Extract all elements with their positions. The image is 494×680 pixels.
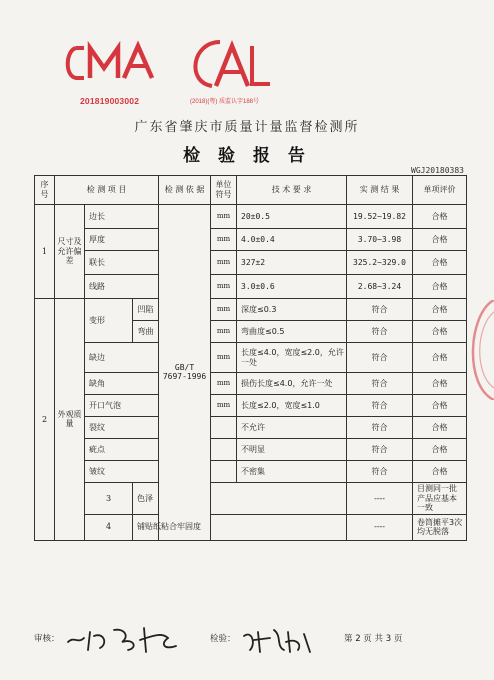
item-name: 皱纹: [85, 461, 159, 483]
result-cell: 325.2~329.0: [347, 251, 413, 275]
requirement-cell: 327±2: [237, 251, 347, 275]
evaluation-cell: 合格: [413, 299, 467, 321]
cma-code: 201819003002: [80, 96, 140, 106]
col-header-seq: 序号: [35, 176, 55, 205]
result-cell: 符合: [347, 417, 413, 439]
table-row: [35, 461, 467, 483]
evaluation-cell: 合格: [413, 275, 467, 299]
page-indicator: 第 2 页 共 3 页: [344, 634, 403, 644]
evaluation-cell: 合格: [413, 321, 467, 343]
item-name: 厚度: [85, 229, 159, 251]
inspector-signature: [240, 622, 320, 656]
requirement-cell: 深度≤0.3: [237, 299, 347, 321]
table-row: [35, 299, 467, 321]
requirement-cell: 卷筒摊平3次均无脱落: [413, 514, 467, 540]
unit-cell: mm: [211, 205, 237, 229]
group-name: 外观质量: [55, 299, 85, 541]
evaluation-cell: 合格: [413, 373, 467, 395]
unit-cell: mm: [211, 299, 237, 321]
evaluation-cell: 合格: [413, 251, 467, 275]
requirement-cell: 20±0.5: [237, 205, 347, 229]
reviewer-signature: [64, 622, 194, 656]
result-cell: 符合: [347, 395, 413, 417]
group-number: 3: [85, 483, 133, 515]
evaluation-cell: 合格: [413, 439, 467, 461]
table-row: [35, 251, 467, 275]
sub-item-name: 弯曲: [133, 321, 159, 343]
unit-cell: mm: [211, 321, 237, 343]
requirement-cell: 长度≤4.0，宽度≤2.0，允许一处: [237, 343, 347, 373]
reviewer-label: 审核：: [34, 634, 60, 644]
inspection-table: [34, 175, 467, 541]
unit-cell: ----: [347, 483, 413, 515]
official-seal-partial: [462, 300, 494, 400]
sub-item-name: 凹陷: [133, 299, 159, 321]
unit-cell: [211, 461, 237, 483]
table-row: [35, 229, 467, 251]
requirement-cell: 弯曲度≤0.5: [237, 321, 347, 343]
item-name: 缺角: [85, 373, 159, 395]
table-row: [35, 275, 467, 299]
result-cell: 符合: [347, 343, 413, 373]
col-header-basis: 检 测 依 据: [159, 176, 211, 205]
requirement-cell: 不明显: [237, 439, 347, 461]
cal-code: (2018)(粤) 质监认字188号: [190, 99, 260, 105]
result-cell: 2.68~3.24: [347, 275, 413, 299]
evaluation-cell: 合格: [413, 343, 467, 373]
table-row: [35, 205, 467, 229]
test-basis: GB/T 7697-1996: [159, 205, 211, 541]
table-row: [35, 395, 467, 417]
col-header-unit: 单位符号: [211, 176, 237, 205]
result-cell: 19.52~19.82: [347, 205, 413, 229]
table-row: [35, 514, 467, 540]
requirement-cell: 不允许: [237, 417, 347, 439]
header-row: [35, 176, 467, 205]
col-header-item: 检 测 项 目: [55, 176, 159, 205]
requirement-cell: 4.0±0.4: [237, 229, 347, 251]
unit-cell: ----: [347, 514, 413, 540]
col-header-requirement: 技 术 要 求: [237, 176, 347, 205]
requirement-cell: 损伤长度≤4.0，允许一处: [237, 373, 347, 395]
unit-cell: mm: [211, 343, 237, 373]
result-cell: 符合: [347, 373, 413, 395]
inspector-label: 检验：: [210, 634, 236, 644]
evaluation-cell: 合格: [413, 205, 467, 229]
report-footer: [34, 630, 466, 660]
table-row: [35, 373, 467, 395]
col-header-evaluation: 单项评价: [413, 176, 467, 205]
table-row: [35, 483, 467, 515]
item-name: 裂纹: [85, 417, 159, 439]
organization-name: 广东省肇庆市质量计量监督检测所: [134, 120, 360, 135]
evaluation-cell: 合格: [413, 395, 467, 417]
certification-logos: [0, 0, 494, 110]
cma-logo: [62, 38, 162, 86]
item-name: 疵点: [85, 439, 159, 461]
result-cell: 3.70~3.98: [347, 229, 413, 251]
requirement-cell: 不密集: [237, 461, 347, 483]
item-name: 线路: [85, 275, 159, 299]
col-header-result: 实 测 结 果: [347, 176, 413, 205]
unit-cell: mm: [211, 373, 237, 395]
requirement-cell: 目测同一批产品应基本一致: [413, 483, 467, 515]
unit-cell: mm: [211, 275, 237, 299]
item-name: 变形: [85, 299, 133, 343]
group-name: 铺贴纸粘合牢固度: [133, 514, 347, 540]
item-name: 联长: [85, 251, 159, 275]
evaluation-cell: 合格: [413, 461, 467, 483]
group-number: 4: [85, 514, 133, 540]
requirement-cell: 长度≤2.0，宽度≤1.0: [237, 395, 347, 417]
requirement-cell: 3.0±0.6: [237, 275, 347, 299]
unit-cell: mm: [211, 229, 237, 251]
unit-cell: [211, 417, 237, 439]
result-cell: 符合: [347, 321, 413, 343]
group-name: 色泽: [133, 483, 347, 515]
group-number: 2: [35, 299, 55, 541]
report-number: WGJ20180383: [411, 166, 464, 175]
evaluation-cell: 合格: [413, 417, 467, 439]
group-name: 尺寸及允许偏差: [55, 205, 85, 299]
table-row: [35, 417, 467, 439]
table-row: [35, 439, 467, 461]
unit-cell: [211, 439, 237, 461]
result-cell: 符合: [347, 439, 413, 461]
result-cell: 符合: [347, 461, 413, 483]
result-cell: 符合: [347, 299, 413, 321]
report-title: 检 验 报 告: [183, 146, 311, 166]
cal-logo: [182, 36, 282, 92]
group-number: 1: [35, 205, 55, 299]
item-name: 边长: [85, 205, 159, 229]
unit-cell: mm: [211, 395, 237, 417]
item-name: 缺边: [85, 343, 159, 373]
evaluation-cell: 合格: [413, 229, 467, 251]
unit-cell: mm: [211, 251, 237, 275]
table-row: [35, 343, 467, 373]
item-name: 开口气泡: [85, 395, 159, 417]
